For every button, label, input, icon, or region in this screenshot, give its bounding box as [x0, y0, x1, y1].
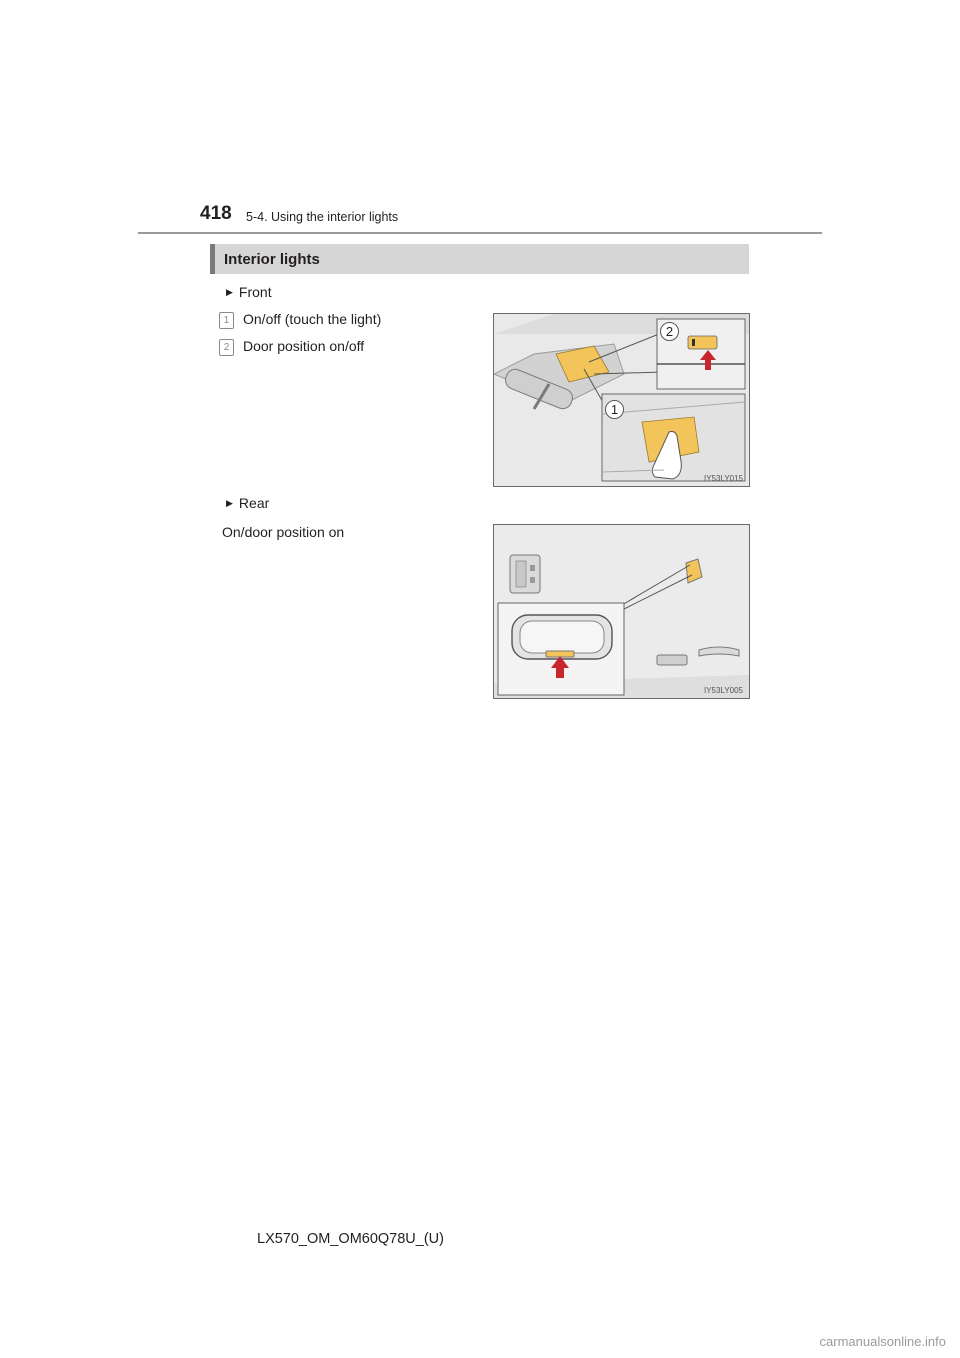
triangle-bullet-icon: ▶	[226, 498, 233, 508]
callout-2-icon: 2	[660, 322, 679, 341]
item-door-position	[223, 338, 365, 354]
bullet-front	[226, 284, 272, 300]
watermark-logo[interactable]: carmanualsonline.info	[819, 1334, 946, 1349]
page-number: 418	[200, 203, 232, 224]
item-number-badge: 2	[219, 339, 234, 356]
item-number-badge: 1	[219, 312, 234, 329]
bullet-front-label: Front	[238, 284, 272, 300]
document-code: LX570_OM_OM60Q78U_(U)	[257, 1231, 444, 1247]
rear-figure-code: IY53LY005	[704, 686, 743, 695]
bullet-rear	[226, 495, 269, 511]
header-rule	[138, 232, 822, 234]
item-text: Door position on/off	[243, 338, 365, 354]
rear-light-illustration	[494, 525, 749, 698]
callout-1-icon: 1	[605, 400, 624, 419]
front-light-illustration	[494, 314, 749, 486]
front-figure-code: IY53LY015	[704, 474, 743, 483]
rear-light-figure	[493, 524, 750, 699]
rear-description: On/door position on	[222, 524, 345, 540]
chapter-title: 5-4. Using the interior lights	[246, 210, 399, 224]
front-light-figure	[493, 313, 750, 487]
triangle-bullet-icon: ▶	[226, 287, 233, 297]
item-on-off	[223, 311, 382, 327]
section-heading	[210, 244, 749, 274]
bullet-rear-label: Rear	[238, 495, 270, 511]
section-title: Interior lights	[224, 251, 320, 268]
item-text: On/off (touch the light)	[243, 311, 382, 327]
